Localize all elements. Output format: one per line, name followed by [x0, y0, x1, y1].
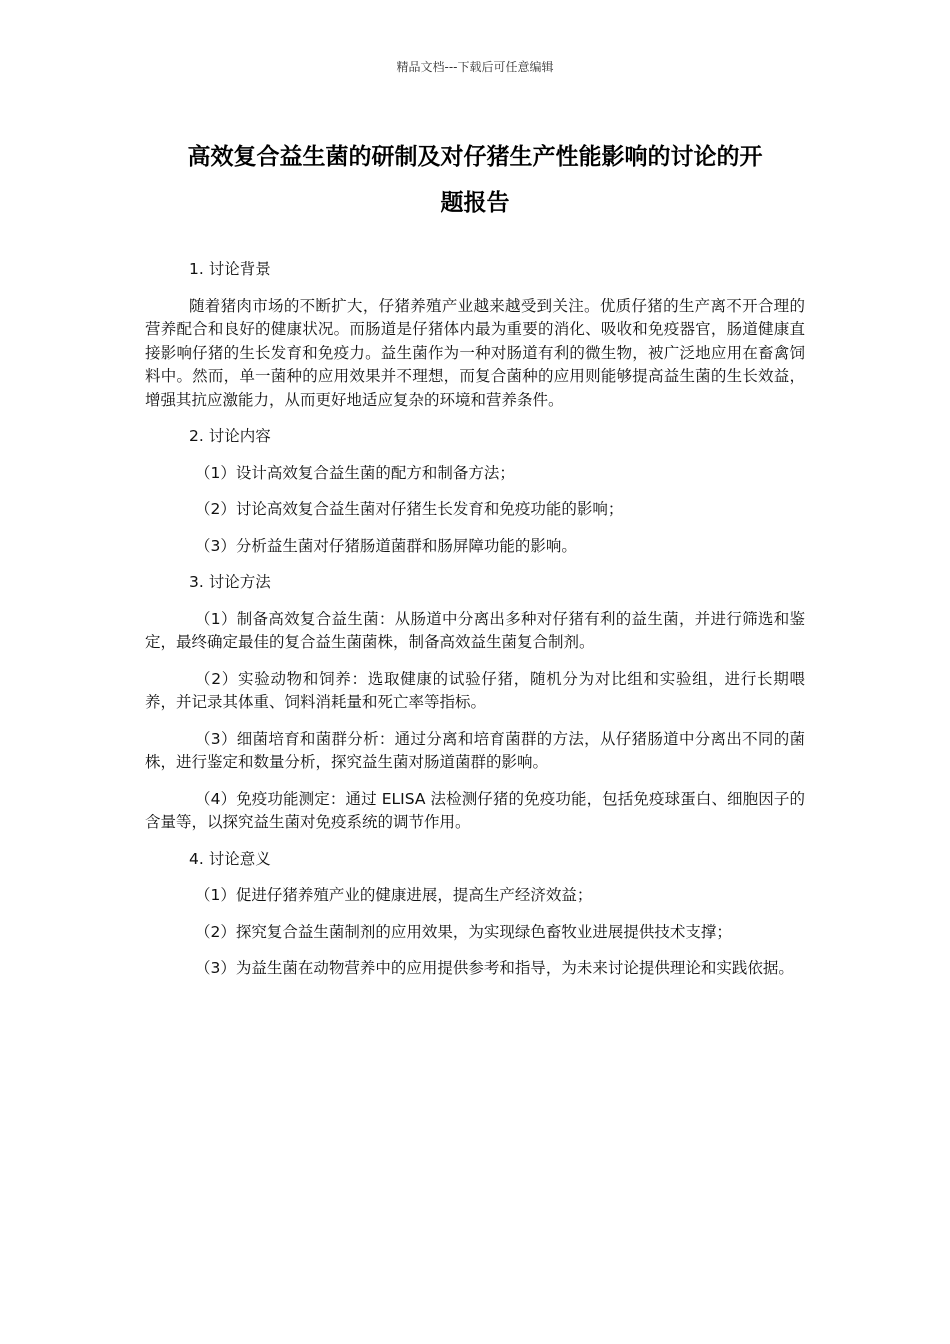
significance-item: （1）促进仔猪养殖产业的健康进展，提高生产经济效益； [195, 886, 593, 904]
content-item: （1）设计高效复合益生菌的配方和制备方法； [195, 463, 515, 482]
section-heading-significance: 4. 讨论意义 [189, 849, 271, 868]
method-item: （3）细菌培育和菌群分析：通过分离和培育菌群的方法，从仔猪肠道中分离出不同的菌株，进行鉴定和数量分析，探究益生菌对肠道菌群的影响。 [145, 729, 805, 771]
section-heading-background: 1. 讨论背景 [189, 260, 271, 278]
document-title [150, 134, 800, 226]
significance-item: （3）为益生菌在动物营养中的应用提供参考和指导，为未来讨论提供理论和实践依据。 [195, 959, 794, 977]
content-item: （2）讨论高效复合益生菌对仔猪生长发育和免疫功能的影响； [195, 500, 624, 518]
method-item: （1）制备高效复合益生菌：从肠道中分离出多种对仔猪有利的益生菌，并进行筛选和鉴定，最终确定最佳的复合益生菌菌株，制备高效益生菌复合制剂。 [145, 609, 805, 651]
section-heading-methods: 3. 讨论方法 [189, 573, 271, 591]
method-item: （4）免疫功能测定：通过 ELISA 法检测仔猪的免疫功能，包括免疫球蛋白、细胞因子的含量等，以探究益生菌对免疫系统的调节作用。 [145, 789, 805, 831]
method-item: （2）实验动物和饲养：选取健康的试验仔猪，随机分为对比组和实验组，进行长期喂养，并记录其体重、饲料消耗量和死亡率等指标。 [145, 669, 805, 711]
section-heading-content: 2. 讨论内容 [189, 427, 271, 445]
title-line-1: 高效复合益生菌的研制及对仔猪生产性能影响的讨论的开 [187, 144, 763, 170]
title-line-2: 题报告 [440, 190, 510, 216]
content-item: （3）分析益生菌对仔猪肠道菌群和肠屏障功能的影响。 [195, 536, 577, 555]
significance-item: （2）探究复合益生菌制剂的应用效果，为实现绿色畜牧业进展提供技术支撑； [195, 922, 732, 941]
page-header: 精品文档---下载后可任意编辑 [396, 60, 554, 74]
background-paragraph: 随着猪肉市场的不断扩大，仔猪养殖产业越来越受到关注。优质仔猪的生产离不开合理的营养配合和良好的健康状况。而肠道是仔猪体内最为重要的消化、吸收和免疫器官，肠道健康直接影响仔猪的生长发育和免疫力。益生菌作为一种对肠道有利的微生物，被广泛地应用在畜禽饲料中。然而，单一菌种的应用效果并不理想，而复合菌种的应用则能够提高益生菌的生长效益，增强其抗应激能力，从而更好地适应复杂的环境和营养条件。 [145, 296, 805, 409]
document-body [145, 258, 805, 994]
